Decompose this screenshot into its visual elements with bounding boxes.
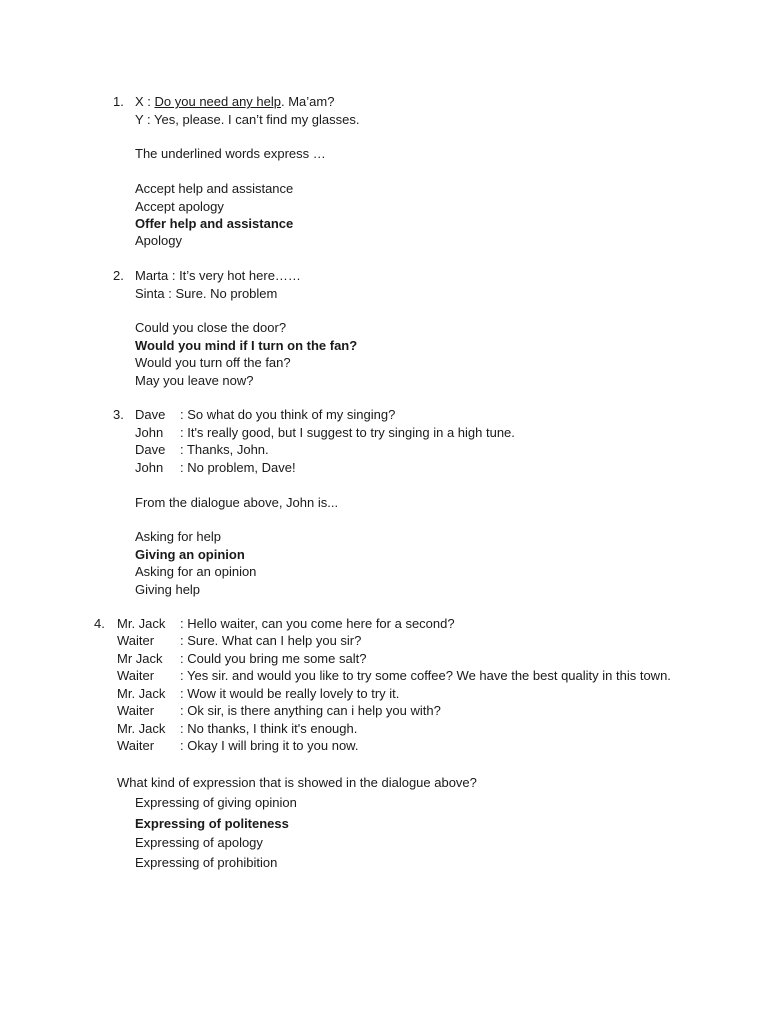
q4-speaker: Mr. Jack [117, 686, 166, 701]
q4-option-b-answer: Expressing of politeness [135, 816, 289, 831]
q4-speech: : Wow it would be really lovely to try it. [180, 686, 400, 701]
q3-speaker: John [135, 425, 164, 440]
q1-prompt: The underlined words express … [135, 146, 326, 161]
q4-option-a: Expressing of giving opinion [135, 795, 297, 810]
q3-speaker: Dave [135, 442, 166, 457]
q1-dialogue-x [135, 93, 334, 110]
q4-speaker: Waiter [117, 633, 155, 648]
q4-dialogue-line [117, 615, 455, 632]
q4-speaker: Mr. Jack [117, 616, 166, 631]
q4-speech: : No thanks, I think it's enough. [180, 721, 358, 736]
q4-speech: : Yes sir. and would you like to try some coffee? We have the best quality in this town. [180, 668, 671, 683]
q3-speech: : So what do you think of my singing? [180, 407, 396, 422]
question-1-number: 1. [113, 94, 124, 109]
q4-speaker: Mr Jack [117, 651, 163, 666]
q4-speech: : Sure. What can I help you sir? [180, 633, 362, 648]
q2-option-b-answer: Would you mind if I turn on the fan? [135, 338, 358, 353]
q4-dialogue-line [117, 632, 361, 649]
q3-option-a: Asking for help [135, 529, 221, 544]
q4-speaker: Waiter [117, 703, 155, 718]
question-2-number: 2. [113, 268, 124, 283]
q2-option-c: Would you turn off the fan? [135, 355, 291, 370]
q4-speech: : Okay I will bring it to you now. [180, 738, 359, 753]
q1-option-c-answer: Offer help and assistance [135, 216, 294, 231]
q3-speech: : No problem, Dave! [180, 460, 296, 475]
q3-speaker: John [135, 460, 164, 475]
q2-option-a: Could you close the door? [135, 320, 287, 335]
q3-option-b-answer: Giving an opinion [135, 547, 245, 562]
question-4-number: 4. [94, 616, 105, 631]
q4-prompt: What kind of expression that is showed in the dialogue above? [117, 775, 477, 790]
q4-speaker: Waiter [117, 668, 155, 683]
q1-option-d: Apology [135, 233, 182, 248]
q1-dialogue-y: Y : Yes, please. I can’t find my glasses. [135, 112, 360, 127]
q4-dialogue-line [117, 702, 441, 719]
q3-dialogue-line [135, 459, 296, 476]
q1-underlined-words: Do you need any help [154, 94, 281, 109]
q4-speech: : Ok sir, is there anything can i help you with? [180, 703, 441, 718]
q3-dialogue-line [135, 406, 395, 423]
q4-dialogue-line [117, 650, 366, 667]
q3-speaker: Dave [135, 407, 166, 422]
q3-prompt: From the dialogue above, John is... [135, 495, 339, 510]
q1-option-b: Accept apology [135, 199, 224, 214]
q1-x-suffix: . Ma’am? [281, 94, 335, 109]
q2-dialogue-line-1: Marta : It’s very hot here…… [135, 268, 301, 283]
q3-dialogue-line [135, 441, 269, 458]
q4-speaker: Waiter [117, 738, 155, 753]
q3-speech: : Thanks, John. [180, 442, 269, 457]
q3-speech: : It's really good, but I suggest to try singing in a high tune. [180, 425, 515, 440]
q1-x-prefix: X : [135, 94, 155, 109]
q4-dialogue-line [117, 685, 399, 702]
question-3-number: 3. [113, 407, 124, 422]
q3-dialogue-line [135, 424, 515, 441]
q4-option-d: Expressing of prohibition [135, 855, 278, 870]
q3-option-c: Asking for an opinion [135, 564, 257, 579]
q2-option-d: May you leave now? [135, 373, 254, 388]
q4-dialogue-line [117, 737, 358, 754]
q1-option-a: Accept help and assistance [135, 181, 294, 196]
q2-dialogue-line-2: Sinta : Sure. No problem [135, 286, 278, 301]
q4-speaker: Mr. Jack [117, 721, 166, 736]
q4-option-c: Expressing of apology [135, 835, 263, 850]
q3-option-d: Giving help [135, 582, 201, 597]
q4-speech: : Could you bring me some salt? [180, 651, 367, 666]
q4-dialogue-line [117, 667, 671, 684]
q4-speech: : Hello waiter, can you come here for a second? [180, 616, 455, 631]
q4-dialogue-line [117, 720, 357, 737]
